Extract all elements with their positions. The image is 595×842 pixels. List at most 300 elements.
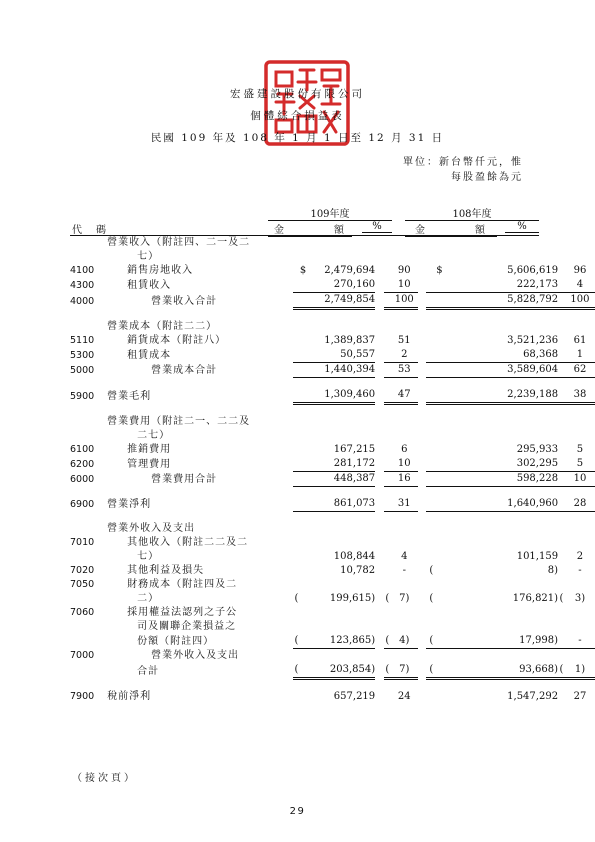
spacer <box>418 429 427 443</box>
row-code: 4300 <box>70 279 95 291</box>
spacer <box>375 663 384 679</box>
current-paren-left <box>293 264 300 278</box>
prior-paren-left <box>426 690 436 704</box>
prior-amount: 93,668) <box>493 663 558 679</box>
prior-currency <box>436 250 493 264</box>
table-row <box>70 429 595 443</box>
row-code: 7000 <box>70 650 95 661</box>
prior-amount <box>493 236 558 250</box>
prior-percent: 100 <box>565 293 595 309</box>
current-pct-paren <box>384 550 391 564</box>
current-percent <box>391 250 418 264</box>
spacer <box>375 278 384 293</box>
table-row <box>70 649 595 664</box>
current-currency <box>300 236 310 250</box>
current-amount: 281,172 <box>310 457 375 472</box>
current-currency <box>300 620 310 634</box>
current-pct-paren: ( <box>384 663 391 679</box>
prior-currency <box>436 278 493 293</box>
row-code <box>70 415 107 429</box>
current-pct-paren <box>384 457 391 472</box>
row-label: 營業毛利 <box>107 390 152 402</box>
spacer <box>375 236 384 250</box>
amount-header-current: 金 額 <box>268 221 352 237</box>
prior-currency <box>436 388 493 404</box>
spacer <box>418 293 427 309</box>
spacer <box>418 649 427 664</box>
current-pct-paren: ( <box>385 593 390 604</box>
income-statement-table <box>70 236 595 704</box>
spacer <box>418 663 427 679</box>
current-pct-paren <box>384 388 391 404</box>
current-amount: 1,440,394 <box>310 363 375 378</box>
prior-currency <box>436 334 493 348</box>
current-percent <box>391 236 418 250</box>
current-paren-left <box>293 443 300 457</box>
current-pct-paren <box>384 348 391 363</box>
current-percent: 10 <box>391 278 418 293</box>
current-amount: 2,749,854 <box>310 293 375 309</box>
current-paren-left <box>293 334 300 348</box>
current-paren-left <box>293 293 300 309</box>
prior-percent: 27 <box>573 691 587 702</box>
row-label: 司及關聯企業損益之 <box>137 621 237 632</box>
current-amount <box>310 250 375 264</box>
prior-currency <box>436 472 493 487</box>
prior-currency <box>436 497 493 512</box>
current-pct-paren <box>384 472 391 487</box>
current-pct-paren: ( <box>384 634 391 649</box>
current-pct-paren <box>384 497 391 512</box>
spacer-row <box>70 487 595 498</box>
continued-note: （接次頁） <box>72 773 137 784</box>
prior-amount: 8) <box>547 565 559 576</box>
spacer <box>375 388 384 404</box>
prior-percent <box>565 522 595 536</box>
current-paren-left <box>293 522 300 536</box>
prior-currency <box>436 634 493 649</box>
row-label: 合計 <box>137 665 160 677</box>
current-percent: 7) <box>399 593 410 604</box>
current-paren-left <box>293 564 300 578</box>
current-amount: 2,479,694 <box>324 265 376 276</box>
spacer <box>418 620 427 634</box>
prior-percent <box>565 236 595 250</box>
prior-pct-paren <box>558 250 565 264</box>
prior-pct-paren <box>558 522 565 536</box>
prior-paren-left <box>426 578 436 592</box>
current-percent: 100 <box>391 293 418 309</box>
current-currency <box>300 550 310 564</box>
current-pct-paren <box>384 606 391 620</box>
row-code: 5300 <box>70 349 95 361</box>
year-prior-header: 108年度 <box>405 205 539 221</box>
prior-amount: 176,821) <box>512 593 559 604</box>
current-paren-left <box>293 278 300 293</box>
current-amount <box>310 522 375 536</box>
unit-line-1: 單位：新台幣仟元，惟 <box>403 157 523 168</box>
row-code: 6200 <box>70 458 95 470</box>
current-paren-left <box>293 606 300 620</box>
prior-amount <box>493 429 558 443</box>
prior-paren-left <box>426 388 436 404</box>
row-code <box>70 522 107 536</box>
current-paren-left <box>293 536 300 550</box>
table-row <box>70 388 595 404</box>
current-amount: 270,160 <box>310 278 375 293</box>
current-percent: 31 <box>391 497 418 512</box>
row-label: 份額（附註四） <box>137 635 215 647</box>
prior-amount: 222,173 <box>493 278 558 293</box>
prior-paren-left <box>426 606 436 620</box>
prior-pct-paren <box>558 363 565 378</box>
current-currency <box>300 634 310 649</box>
prior-amount: 2,239,188 <box>493 388 558 404</box>
table-row <box>70 457 595 472</box>
prior-amount: 101,159 <box>516 551 559 562</box>
current-pct-paren <box>384 415 391 429</box>
prior-amount: 3,521,236 <box>507 335 559 346</box>
prior-percent: 2 <box>576 551 584 562</box>
current-currency <box>300 457 310 472</box>
current-pct-paren <box>384 250 391 264</box>
current-pct-paren <box>384 429 391 443</box>
prior-pct-paren <box>558 236 565 250</box>
prior-percent <box>565 250 595 264</box>
spacer <box>418 472 427 487</box>
prior-pct-paren <box>558 649 565 664</box>
table-row <box>70 363 595 378</box>
table-row <box>70 348 595 363</box>
row-code: 5110 <box>70 335 95 346</box>
prior-currency <box>436 348 493 363</box>
prior-amount: 5,606,619 <box>507 265 559 276</box>
current-amount <box>310 606 375 620</box>
prior-paren-left <box>426 334 436 348</box>
statement-period: 民國 109 年及 108 年 1 月 1 日至 12 月 31 日 <box>150 132 445 144</box>
spacer <box>375 550 384 564</box>
prior-percent <box>565 649 595 664</box>
percent-header-prior: % <box>505 221 539 233</box>
current-pct-paren <box>384 363 391 378</box>
current-amount <box>310 236 375 250</box>
row-label: 營業淨利 <box>107 498 152 510</box>
table-row <box>70 634 595 649</box>
spacer <box>375 472 384 487</box>
prior-currency: $ <box>436 265 443 276</box>
current-pct-paren <box>384 690 391 704</box>
prior-amount: 17,998) <box>493 634 558 649</box>
prior-paren-left: ( <box>429 565 434 576</box>
year-current-header: 109年度 <box>268 205 392 221</box>
table-row <box>70 578 595 592</box>
prior-pct-paren <box>558 278 565 293</box>
current-pct-paren <box>384 236 391 250</box>
spacer <box>418 536 427 550</box>
prior-percent <box>565 415 595 429</box>
prior-amount: 3,589,604 <box>493 363 558 378</box>
row-label: 七） <box>137 251 160 262</box>
prior-amount: 1,640,960 <box>493 497 558 512</box>
prior-pct-paren <box>558 472 565 487</box>
table-row <box>70 250 595 264</box>
table-row <box>70 334 595 348</box>
prior-paren-left <box>426 320 436 334</box>
prior-pct-paren <box>558 457 565 472</box>
current-percent: - <box>402 565 406 576</box>
company-name: 宏盛建設股份有限公司 <box>230 88 365 100</box>
prior-pct-paren <box>558 264 565 278</box>
current-amount: 108,844 <box>333 551 376 562</box>
current-paren-left <box>293 472 300 487</box>
row-code: 7060 <box>70 607 95 618</box>
spacer <box>375 649 384 664</box>
table-row <box>70 564 595 578</box>
current-paren-left <box>293 388 300 404</box>
current-currency <box>300 429 310 443</box>
table-row <box>70 497 595 512</box>
current-paren-left <box>293 415 300 429</box>
table-row <box>70 522 595 536</box>
prior-paren-left <box>426 457 436 472</box>
prior-amount <box>493 649 558 664</box>
prior-paren-left <box>426 236 436 250</box>
current-amount: 167,215 <box>333 444 376 455</box>
row-label: 營業成本合計 <box>151 364 218 376</box>
spacer <box>418 457 427 472</box>
prior-amount: 68,368 <box>493 348 558 363</box>
prior-currency <box>436 536 493 550</box>
current-currency <box>300 293 310 309</box>
current-pct-paren <box>384 334 391 348</box>
prior-pct-paren <box>558 348 565 363</box>
prior-currency <box>436 363 493 378</box>
current-pct-paren <box>384 649 391 664</box>
prior-percent: 4 <box>565 278 595 293</box>
prior-currency <box>436 457 493 472</box>
row-label: 稅前淨利 <box>107 691 152 702</box>
current-currency <box>300 415 310 429</box>
prior-percent: - <box>565 634 595 649</box>
prior-percent: 96 <box>573 265 587 276</box>
prior-percent: 5 <box>576 444 584 455</box>
spacer <box>375 497 384 512</box>
current-paren-left <box>293 236 300 250</box>
table-row <box>70 236 595 250</box>
current-currency <box>300 578 310 592</box>
current-amount <box>310 620 375 634</box>
current-currency <box>300 278 310 293</box>
prior-amount <box>493 250 558 264</box>
prior-paren-left: ( <box>429 593 434 604</box>
current-percent: 4) <box>391 634 418 649</box>
prior-currency <box>436 620 493 634</box>
prior-amount <box>493 415 558 429</box>
prior-pct-paren <box>558 564 565 578</box>
spacer <box>375 592 384 606</box>
prior-pct-paren <box>558 443 565 457</box>
prior-paren-left: ( <box>426 663 436 679</box>
current-pct-paren <box>384 522 391 536</box>
prior-pct-paren: ( <box>558 663 565 679</box>
spacer <box>418 690 427 704</box>
spacer <box>418 348 427 363</box>
spacer <box>418 334 427 348</box>
current-amount: 861,073 <box>310 497 375 512</box>
prior-currency <box>436 690 493 704</box>
row-code: 7010 <box>70 537 95 548</box>
current-amount <box>310 578 375 592</box>
current-currency: $ <box>299 265 307 276</box>
spacer <box>418 363 427 378</box>
percent-header-current: % <box>362 221 392 233</box>
row-code: 4000 <box>70 295 95 307</box>
spacer <box>375 620 384 634</box>
prior-paren-left <box>426 264 436 278</box>
row-label: 二七） <box>137 430 171 441</box>
prior-paren-left <box>426 278 436 293</box>
prior-paren-left <box>426 472 436 487</box>
prior-pct-paren <box>558 320 565 334</box>
prior-amount <box>493 320 558 334</box>
current-amount: 1,309,460 <box>310 388 375 404</box>
table-row <box>70 550 595 564</box>
table-row <box>70 690 595 704</box>
prior-percent: 10 <box>565 472 595 487</box>
row-code: 7050 <box>70 579 95 590</box>
current-percent: 53 <box>391 363 418 378</box>
prior-pct-paren <box>558 388 565 404</box>
current-pct-paren <box>384 536 391 550</box>
prior-pct-paren <box>558 293 565 309</box>
row-label: 營業外收入及支出 <box>107 523 196 534</box>
code-header: 代 碼 <box>72 225 108 236</box>
current-paren-left <box>293 578 300 592</box>
row-code <box>70 250 107 264</box>
prior-amount: 5,828,792 <box>493 293 558 309</box>
row-code: 4100 <box>70 265 95 276</box>
prior-percent <box>565 536 595 550</box>
current-paren-left <box>293 620 300 634</box>
spacer <box>375 320 384 334</box>
current-percent <box>391 536 418 550</box>
spacer <box>375 250 384 264</box>
row-code: 5900 <box>70 390 95 402</box>
spacer <box>375 363 384 378</box>
prior-pct-paren <box>558 634 565 649</box>
current-paren-left <box>293 363 300 378</box>
current-currency <box>300 334 310 348</box>
row-label: 租賃成本 <box>127 349 172 361</box>
current-paren-left <box>293 320 300 334</box>
current-amount: 203,854) <box>310 663 375 679</box>
current-paren-left <box>293 550 300 564</box>
row-label: 二） <box>137 593 160 604</box>
current-percent: 4 <box>401 551 408 562</box>
spacer <box>418 264 427 278</box>
prior-amount <box>493 606 558 620</box>
row-label: 銷售房地收入 <box>127 265 194 276</box>
row-code: 6100 <box>70 444 95 455</box>
spacer <box>418 388 427 404</box>
table-row <box>70 592 595 606</box>
prior-pct-paren: ( <box>559 593 564 604</box>
spacer <box>418 592 427 606</box>
prior-percent: 1 <box>565 348 595 363</box>
current-percent <box>391 429 418 443</box>
current-paren-left <box>293 429 300 443</box>
spacer <box>375 334 384 348</box>
spacer <box>418 278 427 293</box>
prior-currency <box>436 236 493 250</box>
spacer <box>418 634 427 649</box>
prior-paren-left <box>426 536 436 550</box>
prior-currency <box>436 443 493 457</box>
prior-pct-paren <box>558 415 565 429</box>
row-code <box>70 592 107 606</box>
current-percent: 47 <box>391 388 418 404</box>
prior-amount: 302,295 <box>493 457 558 472</box>
current-amount <box>310 429 375 443</box>
spacer <box>418 443 427 457</box>
prior-paren-left <box>426 497 436 512</box>
spacer <box>375 522 384 536</box>
row-code <box>70 634 107 649</box>
table-row <box>70 293 595 309</box>
row-label: 推銷費用 <box>127 444 172 455</box>
spacer <box>375 606 384 620</box>
row-code <box>70 236 107 250</box>
spacer <box>375 429 384 443</box>
prior-pct-paren <box>558 578 565 592</box>
current-percent: 7) <box>391 663 418 679</box>
row-code: 6000 <box>70 473 95 485</box>
row-label: 採用權益法認列之子公 <box>127 607 238 618</box>
amount-header-prior: 金 額 <box>405 221 497 237</box>
prior-currency <box>436 606 493 620</box>
row-label: 七） <box>137 551 160 562</box>
prior-pct-paren <box>558 429 565 443</box>
current-amount: 1,389,837 <box>324 335 376 346</box>
row-code: 7900 <box>70 691 95 702</box>
prior-percent <box>565 606 595 620</box>
prior-amount <box>493 578 558 592</box>
current-pct-paren <box>384 443 391 457</box>
row-label: 營業收入（附註四、二一及二 <box>107 237 251 248</box>
table-row <box>70 606 595 620</box>
current-percent <box>391 320 418 334</box>
unit-line-2: 每股盈餘為元 <box>451 172 523 183</box>
prior-paren-left <box>426 620 436 634</box>
prior-paren-left <box>426 250 436 264</box>
spacer <box>375 690 384 704</box>
spacer-row <box>70 309 595 321</box>
prior-percent: - <box>578 565 582 576</box>
current-currency <box>300 663 310 679</box>
prior-pct-paren <box>558 550 565 564</box>
current-currency <box>300 320 310 334</box>
prior-pct-paren <box>558 606 565 620</box>
current-currency <box>300 472 310 487</box>
current-currency <box>300 564 310 578</box>
row-code: 7020 <box>70 565 95 576</box>
spacer-row <box>70 679 595 691</box>
prior-percent <box>565 578 595 592</box>
spacer <box>375 348 384 363</box>
current-amount: 657,219 <box>333 691 376 702</box>
current-amount: 50,557 <box>310 348 375 363</box>
current-currency <box>300 606 310 620</box>
